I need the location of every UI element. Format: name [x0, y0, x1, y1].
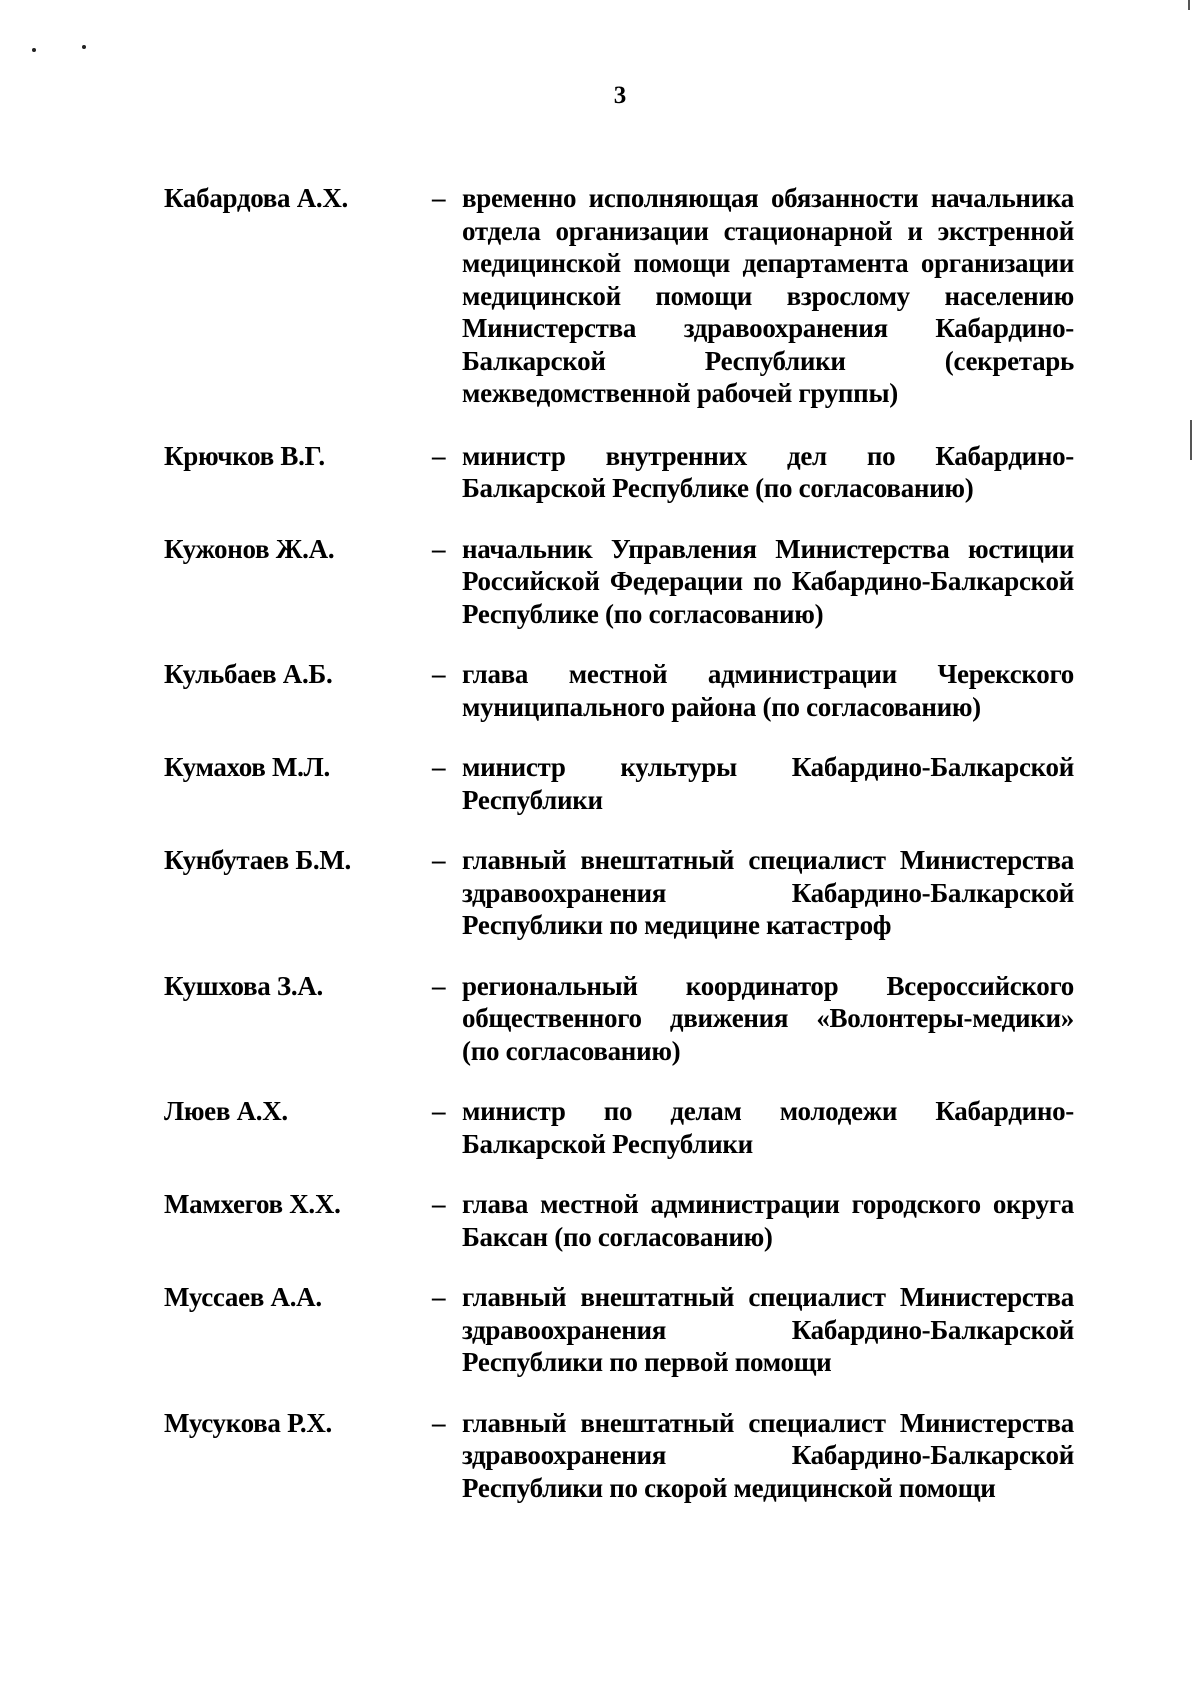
member-name: Крючков В.Г.: [164, 440, 325, 471]
member-position: глава местной администрации городского округа Баксан (по согласованию): [462, 1189, 1074, 1252]
member-name: Кунбутаев Б.М.: [164, 845, 351, 875]
member-position: главный внештатный специалист Министерства здравоохранения Кабардино-Балкарской Республики по первой помощи: [462, 1282, 1074, 1377]
dash-separator: –: [432, 970, 446, 1001]
member-entry: [164, 1188, 1084, 1253]
dash-separator: –: [432, 440, 446, 471]
member-position: главный внештатный специалист Министерства здравоохранения Кабардино-Балкарской Республики по медицине катастроф: [462, 845, 1074, 940]
dash-separator: –: [432, 533, 446, 564]
member-name: Кабардова А.Х.: [164, 183, 348, 213]
member-position: министр культуры Кабардино-Балкарской Республики: [462, 752, 1074, 815]
member-position: временно исполняющая обязанности начальника отдела организации стационарной и экстренной медицинской помощи департамента организации медицинской помощи взрослому населению Министерства здравоохранения Кабардино-Балкарской Республики (секретарь межведомственной рабочей группы): [462, 183, 1074, 408]
member-entry: [164, 1095, 1084, 1160]
dash-separator: –: [432, 1189, 446, 1219]
scan-edge-mark: [1190, 420, 1192, 460]
member-entry: [164, 970, 1084, 1068]
scan-edge-mark: [1188, 0, 1190, 10]
member-entry: [164, 182, 1084, 410]
member-entry: [164, 1281, 1084, 1379]
member-name: Кушхова З.А.: [164, 970, 323, 1001]
scan-speck: [32, 48, 36, 52]
scan-speck: [82, 45, 86, 49]
member-name: Кужонов Ж.А.: [164, 533, 335, 564]
member-position: министр по делам молодежи Кабардино-Балкарской Республики: [462, 1096, 1074, 1159]
member-position: глава местной администрации Черекского муниципального района (по согласованию): [462, 659, 1074, 722]
dash-separator: –: [432, 1282, 446, 1312]
member-name: Кульбаев А.Б.: [164, 659, 333, 689]
member-entry: [164, 751, 1084, 816]
dash-separator: –: [432, 752, 446, 782]
member-name: Мусукова Р.Х.: [164, 1407, 333, 1438]
member-name: Люев А.Х.: [164, 1096, 288, 1126]
member-entry: [164, 658, 1084, 723]
dash-separator: –: [432, 1407, 446, 1438]
dash-separator: –: [432, 659, 446, 689]
member-position: региональный координатор Всероссийского общественного движения «Волонтеры-медики» (по согласованию): [462, 970, 1074, 1066]
member-entry: [164, 1407, 1084, 1505]
dash-separator: –: [432, 845, 446, 875]
member-position: министр внутренних дел по Кабардино-Балкарской Республике (по согласованию): [462, 440, 1074, 503]
member-name: Муссаев А.А.: [164, 1282, 322, 1312]
member-entry: [164, 533, 1084, 631]
page-number: 3: [613, 82, 627, 109]
member-entry: [164, 440, 1084, 505]
member-position: главный внештатный специалист Министерства здравоохранения Кабардино-Балкарской Республики по скорой медицинской помощи: [462, 1407, 1074, 1503]
member-entry: [164, 844, 1084, 942]
member-position: начальник Управления Министерства юстиции Российской Федерации по Кабардино-Балкарской Республике (по согласованию): [462, 533, 1074, 629]
member-name: Кумахов М.Л.: [164, 752, 330, 782]
dash-separator: –: [432, 1096, 446, 1126]
dash-separator: –: [432, 183, 446, 213]
member-list: [164, 182, 1084, 1504]
member-name: Мамхегов Х.Х.: [164, 1189, 341, 1219]
